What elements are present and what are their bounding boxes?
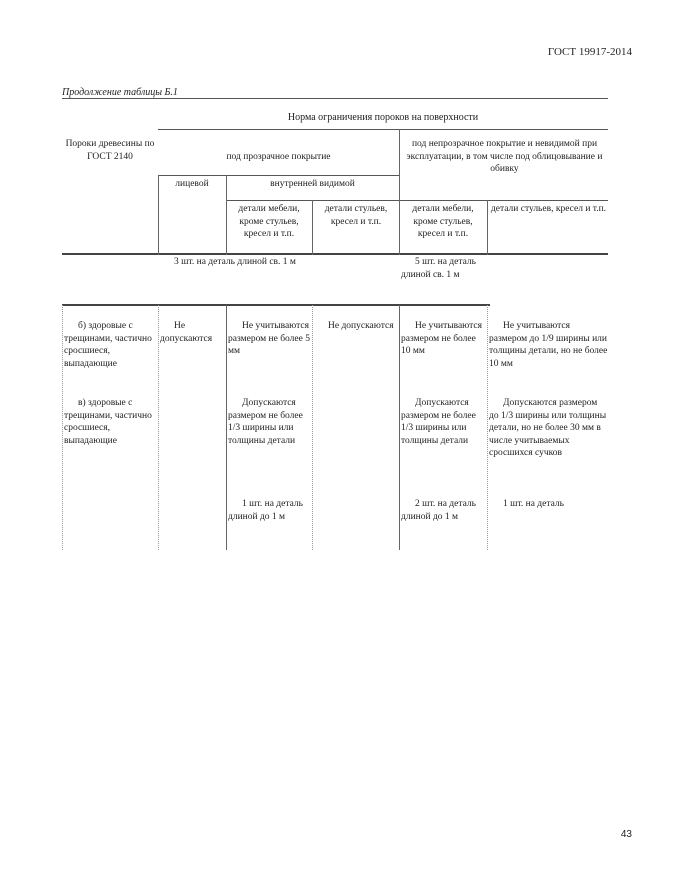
column-dotted-line: [62, 305, 63, 550]
header-opaque-chairs: детали стульев, кресел и т.п.: [490, 204, 607, 214]
cell-r3-inner-furniture: Допускаются размером не более 1/3 ширины или толщины детали: [228, 398, 303, 446]
header-norms: Норма ограничения пороков на поверхности: [287, 112, 479, 123]
header-defects: Пороки древесины по ГОСТ 2140: [65, 139, 155, 162]
cell-r1-opaque: 5 шт. на деталь длиной св. 1 м: [401, 257, 476, 280]
header-divider-line: [226, 200, 608, 201]
header-opaque-coating: под непрозрачное покрытие и невидимой при эксплуатации, в том числе под облицовывание и обивку: [406, 139, 603, 175]
cell-r4-opaque-chairs: 1 шт. на деталь: [503, 499, 564, 509]
header-face: лицевой: [175, 179, 209, 189]
column-dotted-line: [158, 305, 159, 550]
header-inner-furniture: детали мебели, кроме стульев, кресел и т.п.: [238, 204, 300, 240]
column-line: [487, 200, 488, 255]
cell-r4-opaque-furniture: 2 шт. на деталь длиной до 1 м: [401, 499, 476, 522]
column-line: [399, 305, 400, 550]
cell-r3-opaque-chairs: Допускаются размером до 1/3 ширины или толщины детали, но не более 30 мм в числе учитываемых сросшихся сучков: [489, 398, 607, 459]
header-divider-line: [158, 129, 608, 130]
header-divider-line: [158, 175, 400, 176]
row-divider-line: [62, 304, 490, 306]
header-inner-visible: внутренней видимой: [270, 179, 355, 189]
cell-r2-face: Не допускаются: [160, 321, 213, 344]
column-line: [399, 129, 400, 255]
header-inner-chairs: детали стульев, кресел и т.п.: [324, 204, 388, 227]
cell-r3-opaque-furniture: Допускаются размером не более 1/3 ширины или толщины детали: [401, 398, 476, 446]
column-line: [312, 200, 313, 255]
column-dotted-line: [312, 305, 313, 550]
cell-r4-inner-furniture: 1 шт. на деталь длиной до 1 м: [228, 499, 303, 522]
cell-r3-defect: в) здоровые с трещинами, частично сросшиеся, выпадающие: [64, 398, 152, 446]
header-transparent-coating: под прозрачное покрытие: [226, 152, 331, 162]
cell-r1-transparent: 3 шт. на деталь длиной св. 1 м: [174, 257, 296, 267]
cell-r2-defect: б) здоровые с трещинами, частично сросшиеся, выпадающие: [64, 321, 152, 369]
column-line: [226, 305, 227, 550]
table-continuation-caption: Продолжение таблицы Б.1: [62, 87, 178, 98]
document-number: ГОСТ 19917-2014: [547, 46, 632, 58]
column-dotted-line: [487, 305, 488, 550]
cell-r2-inner-furniture: Не учитываются размером не более 5 мм: [228, 321, 310, 357]
header-opaque-furniture: детали мебели, кроме стульев, кресел и т.п.: [412, 204, 474, 240]
page-number: 43: [620, 829, 632, 840]
cell-r2-opaque-chairs: Не учитываются размером до 1/9 ширины или толщины детали, но не более 10 мм: [489, 321, 608, 369]
cell-r2-opaque-furniture: Не учитываются размером не более 10 мм: [401, 321, 483, 357]
header-bottom-border: [62, 253, 608, 255]
cell-r2-inner-chairs: Не допускаются: [328, 321, 394, 331]
table-top-border: [62, 98, 608, 99]
